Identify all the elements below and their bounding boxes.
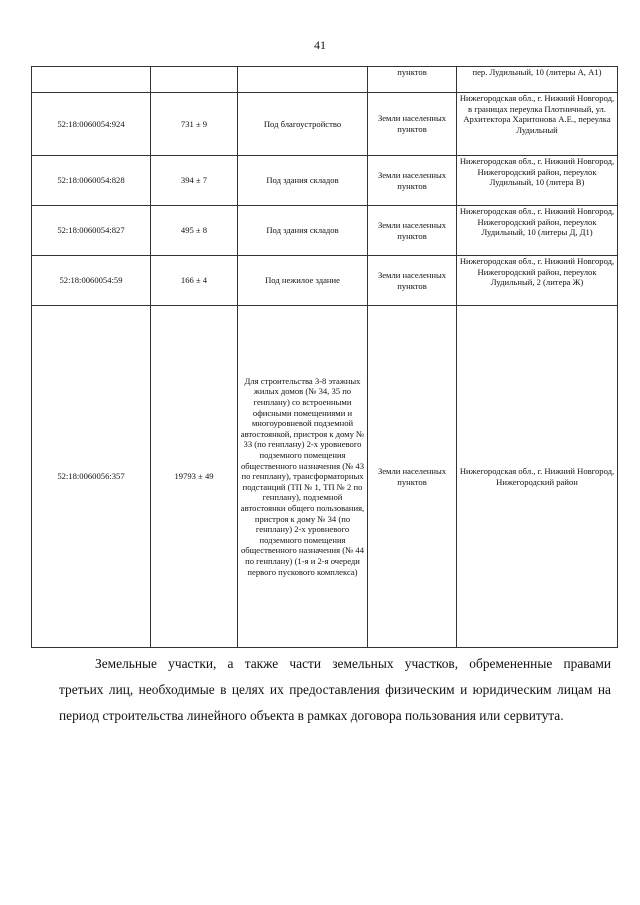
table-row	[32, 256, 618, 306]
permitted-use-cell: Под нежилое здание	[238, 256, 368, 306]
address-cell: Нижегородская обл., г. Нижний Новгород, Нижегородский район	[457, 306, 618, 648]
land-category-cell: Земли населенных пунктов	[368, 156, 457, 206]
permitted-use-cell: Под здания складов	[238, 156, 368, 206]
body-paragraph	[59, 651, 611, 729]
area-cell: 166 ± 4	[151, 256, 238, 306]
area-cell	[151, 67, 238, 93]
table-row	[32, 206, 618, 256]
permitted-use-cell	[238, 67, 368, 93]
address-cell: Нижегородская обл., г. Нижний Новгород, Нижегородский район, переулок Лудильный, 2 (литера Ж)	[457, 256, 618, 306]
paragraph-rest: третьих лиц, необходимые в целях их предоставления физическим и юридическим лицам на период строительства линейного объекта в рамках договора пользования или сервитута.	[59, 682, 611, 723]
area-cell: 731 ± 9	[151, 93, 238, 156]
permitted-use-cell: Под благоустройство	[238, 93, 368, 156]
cadastral-number-cell: 52:18:0060054:828	[32, 156, 151, 206]
paragraph-first-line: Земельные участки, а также части земельных участков, обремененные правами	[95, 656, 611, 671]
permitted-use-cell: Для строительства 3-8 этажных жилых домов (№ 34, 35 по генплану) со встроенными офисными помещениями и многоуровневой подземной автостоянкой, пристроя к дому № 33 (по генплану) 2-х уровневого подземного помещения общественного назначения (№ 43 по генплану), трансформаторных подстанций (ТП № 1, ТП № 2 по генплану), подземной автостоянки общего пользования, пристроя к дому № 34 (по генплану) 2-х уровневого подземного помещения общественного назначения (№ 44 по генплану) (1-я и 2-я очереди первого пускового комплекса)	[238, 306, 368, 648]
table-row	[32, 306, 618, 648]
land-category-cell: пунктов	[368, 67, 457, 93]
permitted-use-cell: Под здания складов	[238, 206, 368, 256]
address-cell: пер. Лудильный, 10 (литеры А, А1)	[457, 67, 618, 93]
cadastral-number-cell: 52:18:0060054:59	[32, 256, 151, 306]
table-row	[32, 156, 618, 206]
land-plots-table	[31, 66, 618, 648]
area-cell: 394 ± 7	[151, 156, 238, 206]
table-row	[32, 93, 618, 156]
land-category-cell: Земли населенных пунктов	[368, 93, 457, 156]
table-row	[32, 67, 618, 93]
land-category-cell: Земли населенных пунктов	[368, 206, 457, 256]
cadastral-number-cell: 52:18:0060054:924	[32, 93, 151, 156]
address-cell: Нижегородская обл., г. Нижний Новгород, Нижегородский район, переулок Лудильный, 10 (литера В)	[457, 156, 618, 206]
address-cell: Нижегородская обл., г. Нижний Новгород, в границах переулка Плотничный, ул. Архитектора Харитонова А.Е., переулка Лудильный	[457, 93, 618, 156]
area-cell: 19793 ± 49	[151, 306, 238, 648]
area-cell: 495 ± 8	[151, 206, 238, 256]
land-category-cell: Земли населенных пунктов	[368, 256, 457, 306]
cadastral-number-cell: 52:18:0060056:357	[32, 306, 151, 648]
cadastral-number-cell: 52:18:0060054:827	[32, 206, 151, 256]
page-number: 41	[314, 38, 326, 52]
address-cell: Нижегородская обл., г. Нижний Новгород, Нижегородский район, переулок Лудильный, 10 (литеры Д, Д1)	[457, 206, 618, 256]
cadastral-number-cell	[32, 67, 151, 93]
land-category-cell: Земли населенных пунктов	[368, 306, 457, 648]
